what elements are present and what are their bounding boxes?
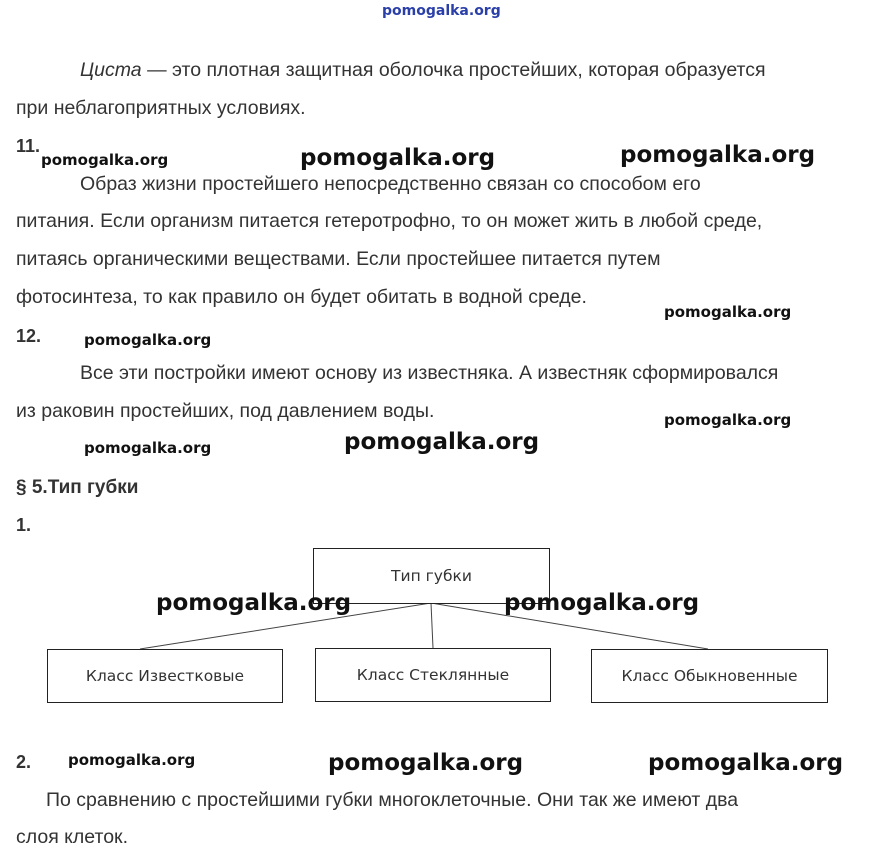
watermark-text: pomogalka.org bbox=[344, 429, 540, 455]
diagram-child-box-calcareous: Класс Известковые bbox=[47, 649, 283, 703]
watermark-text: pomogalka.org bbox=[84, 439, 212, 457]
q12-paragraph-line: из раковин простейших, под давлением воды. bbox=[16, 400, 435, 422]
site-header-label: pomogalka.org bbox=[382, 3, 501, 19]
cyst-definition-line2: при неблагоприятных условиях. bbox=[16, 97, 306, 119]
q12-paragraph-line: Все эти постройки имеют основу из известняка. А известняк сформировался bbox=[80, 362, 779, 384]
q11-paragraph-line: Образ жизни простейшего непосредственно связан со способом его bbox=[80, 173, 701, 195]
question-11-number: 11. bbox=[16, 136, 41, 156]
q2-paragraph-line: По сравнению с простейшими губки многоклеточные. Они так же имеют два bbox=[46, 789, 739, 811]
watermark-text: pomogalka.org bbox=[664, 411, 792, 429]
watermark-text: pomogalka.org bbox=[328, 750, 524, 776]
watermark-text: pomogalka.org bbox=[300, 145, 496, 171]
watermark-text: pomogalka.org bbox=[664, 303, 792, 321]
connector-line bbox=[431, 603, 433, 648]
watermark-text: pomogalka.org bbox=[648, 750, 844, 776]
q2-paragraph-line: слоя клеток. bbox=[16, 826, 129, 848]
q11-paragraph-line: фотосинтеза, то как правило он будет обитать в водной среде. bbox=[16, 286, 587, 308]
diagram-child-box-glass: Класс Стеклянные bbox=[315, 648, 551, 702]
watermark-text: pomogalka.org bbox=[620, 142, 816, 168]
watermark-text: pomogalka.org bbox=[41, 151, 169, 169]
diagram-child-box-common: Класс Обыкновенные bbox=[591, 649, 828, 703]
watermark-text: pomogalka.org bbox=[84, 331, 212, 349]
question-2-number: 2. bbox=[16, 752, 32, 772]
q11-paragraph-line: питаясь органическими веществами. Если простейшее питается путем bbox=[16, 248, 661, 270]
watermark-text: pomogalka.org bbox=[68, 751, 196, 769]
question-12-number: 12. bbox=[16, 326, 42, 346]
section-heading: § 5.Тип губки bbox=[16, 477, 139, 498]
diagram-root-box: Тип губки bbox=[313, 548, 550, 604]
watermark-text: pomogalka.org bbox=[504, 590, 700, 616]
question-1-number: 1. bbox=[16, 515, 32, 535]
watermark-text: pomogalka.org bbox=[156, 590, 352, 616]
q11-paragraph-line: питания. Если организм питается гетеротрофно, то он может жить в любой среде, bbox=[16, 210, 763, 232]
cyst-term: Циста bbox=[80, 59, 142, 81]
cyst-definition-text: — это плотная защитная оболочка простейших, которая образуется bbox=[141, 59, 766, 81]
